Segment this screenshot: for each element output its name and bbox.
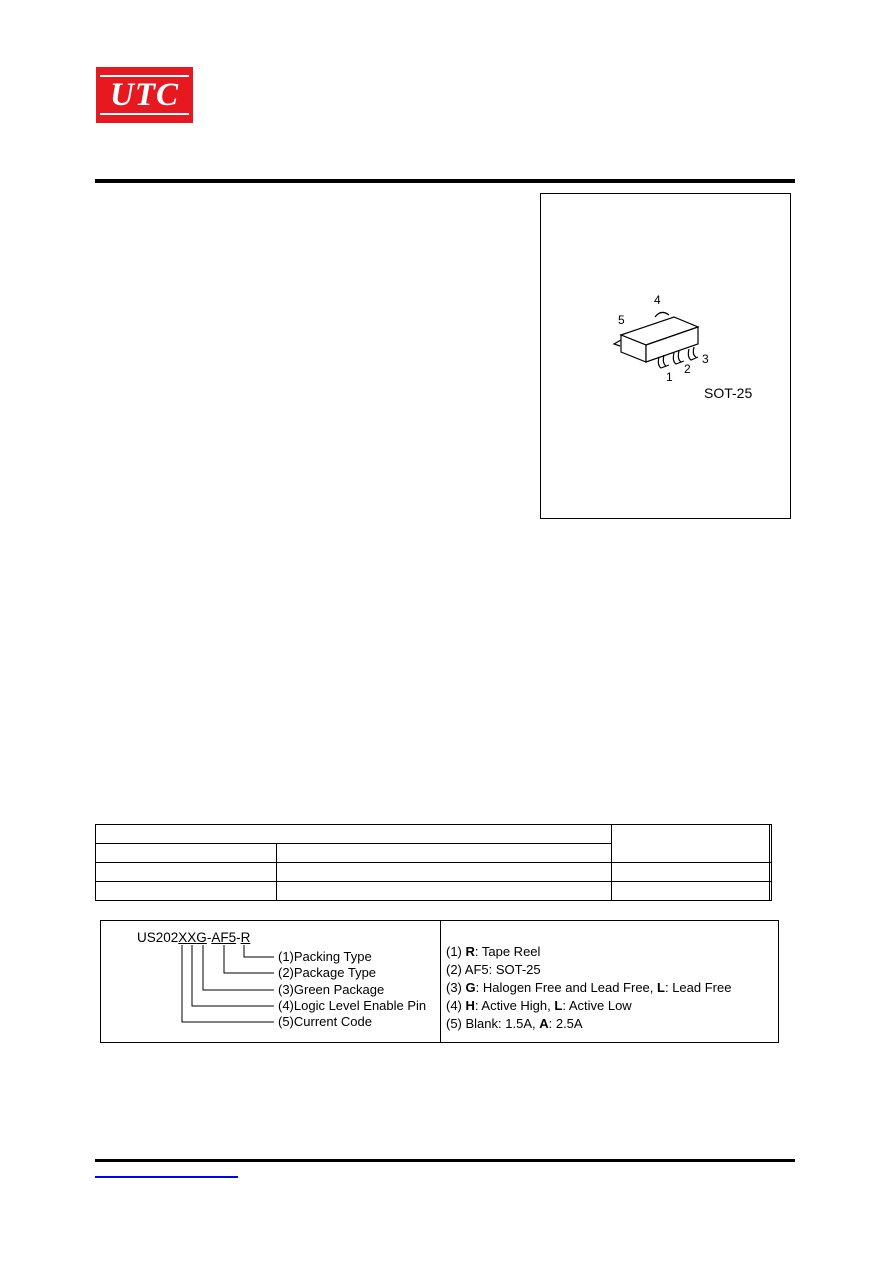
field-green-package: (3)Green Package <box>278 982 385 997</box>
table-cell <box>770 882 772 901</box>
pin-label-3: 3 <box>702 352 709 366</box>
table-cell <box>612 863 770 882</box>
part-number-xx: XX <box>178 930 197 945</box>
desc-package: (2) AF5: SOT-25 <box>446 962 541 977</box>
part-number-g: G <box>196 930 207 945</box>
table-row <box>96 863 772 882</box>
table-cell <box>96 825 612 844</box>
pin-label-2: 2 <box>684 362 691 376</box>
logo-frame <box>100 75 189 115</box>
pin-label-1: 1 <box>666 370 673 384</box>
footer-rule <box>95 1159 795 1162</box>
part-number-sep2: - <box>236 930 241 945</box>
utc-logo <box>96 67 193 123</box>
part-number-code-box <box>100 920 779 1043</box>
desc-packing: (1) R: Tape Reel <box>446 944 541 959</box>
table-row <box>96 882 772 901</box>
table-cell <box>277 863 612 882</box>
field-packing-type: (1)Packing Type <box>278 949 372 964</box>
field-package-type: (2)Package Type <box>278 965 377 980</box>
part-number-r: R <box>240 930 251 945</box>
table-cell <box>96 844 277 863</box>
table-cell <box>612 825 770 863</box>
table-cell <box>770 863 772 882</box>
table-cell <box>96 882 277 901</box>
header-rule <box>95 179 795 183</box>
part-number-sep1: - <box>206 930 212 945</box>
pin-label-5: 5 <box>618 313 625 327</box>
package-drawing-box <box>540 193 791 519</box>
package-name: SOT-25 <box>704 385 753 401</box>
table-cell <box>612 882 770 901</box>
footer-website-link[interactable] <box>95 1176 238 1178</box>
code-leader-lines <box>101 921 440 1044</box>
part-number-pkg: AF5 <box>211 930 237 945</box>
table-cell <box>96 863 277 882</box>
pin-label-4: 4 <box>654 293 661 307</box>
table-cell <box>277 844 612 863</box>
sot25-package-illustration <box>541 194 792 520</box>
desc-current: (5) Blank: 1.5A, A: 2.5A <box>446 1016 583 1031</box>
logo-text: UTC <box>110 76 179 113</box>
field-logic-level-enable-pin: (4)Logic Level Enable Pin <box>278 998 427 1013</box>
code-box-divider <box>440 921 441 1042</box>
field-current-code: (5)Current Code <box>278 1014 372 1029</box>
desc-green: (3) G: Halogen Free and Lead Free, L: Lead Free <box>446 980 732 995</box>
part-number-prefix: US202 <box>137 930 179 945</box>
table-cell <box>277 882 612 901</box>
desc-logic-level: (4) H: Active High, L: Active Low <box>446 998 632 1013</box>
table-row <box>96 825 772 844</box>
ordering-table <box>95 824 772 901</box>
table-cell <box>770 825 772 863</box>
